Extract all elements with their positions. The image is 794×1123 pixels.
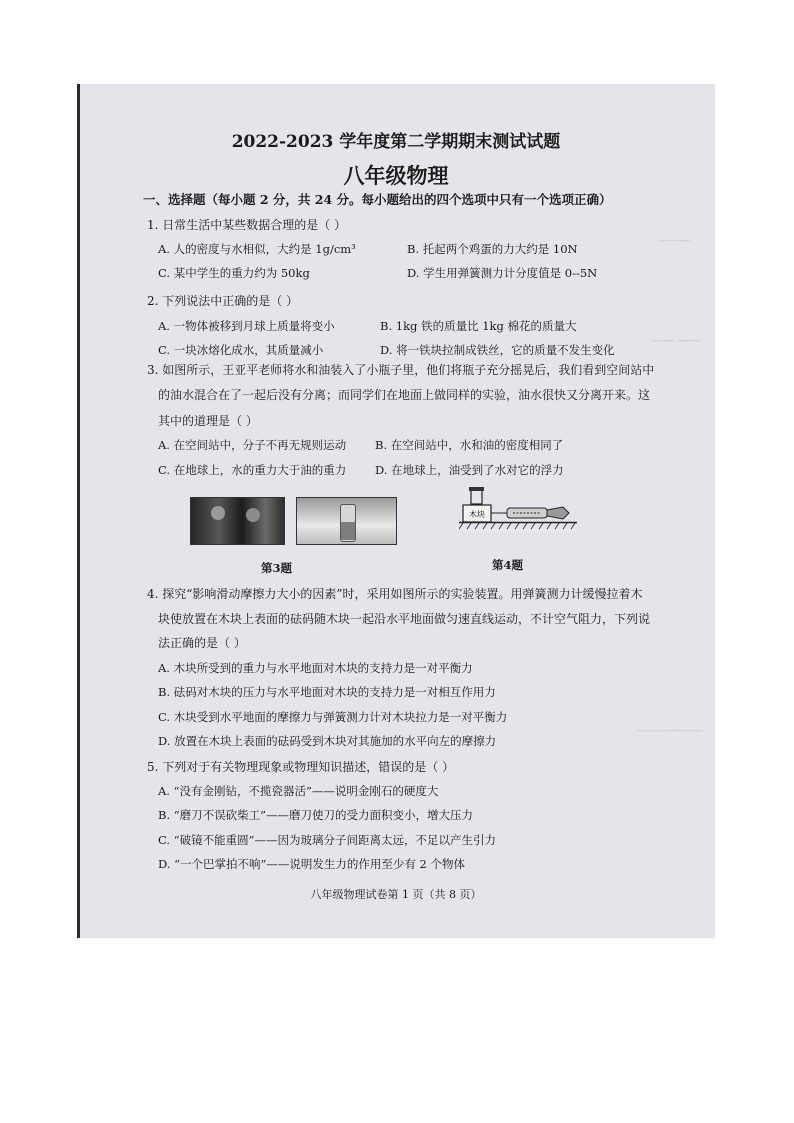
- section-heading: 一、选择题（每小题 2 分，共 24 分。每小题给出的四个选项中只有一个选项正确）: [143, 192, 612, 207]
- figure-4-diagram: [459, 484, 589, 540]
- q2-option-d: D. 将一铁块拉制成铁丝，它的质量不发生变化: [380, 343, 615, 357]
- ground-hatching: [459, 523, 575, 529]
- question-3-stem-line-2: 的油水混合在了一起后没有分离；而同学们在地面上做同样的实验，油水很快又分离开来。这: [158, 388, 651, 402]
- question-4-stem-line-2: 块使放置在木块上表面的砝码随木块一起沿水平地面做匀速直线运动，不计空气阻力，下列说: [158, 612, 651, 626]
- question-1-stem: 1. 日常生活中某些数据合理的是（ ）: [147, 218, 347, 232]
- q4-option-c: C. 木块受到水平地面的摩擦力与弹簧测力计对木块拉力是一对平衡力: [158, 710, 508, 724]
- figure-3-caption: 第3题: [261, 561, 293, 575]
- q1-option-a: A. 人的密度与水相似，大约是 1g/cm³: [158, 242, 356, 256]
- weight-block: [471, 490, 482, 504]
- bleed-through: —— ——: [652, 334, 700, 347]
- q4-option-b: B. 砝码对木块的压力与水平地面对木块的支持力是一对相互作用力: [158, 685, 496, 699]
- question-3-stem-line-3: 其中的道理是（ ）: [158, 414, 258, 428]
- figure-3-photo-astronauts: [190, 497, 285, 545]
- weight-top: [469, 487, 484, 491]
- question-4-stem-line-1: 4. 探究“影响滑动摩擦力大小的因素”时，采用如图所示的实验装置。用弹簧测力计缓慢拉着木: [147, 587, 643, 601]
- q5-option-b: B. “磨刀不误砍柴工”——磨刀使刀的受力面积变小，增大压力: [158, 808, 474, 822]
- q3-option-d: D. 在地球上，油受到了水对它的浮力: [375, 463, 564, 477]
- q5-option-c: C. “破镜不能重圆”——因为玻璃分子间距离太远，不足以产生引力: [158, 833, 496, 847]
- q2-option-c: C. 一块冰熔化成水，其质量减小: [158, 343, 324, 357]
- figure-4-caption: 第4题: [492, 558, 524, 572]
- page-footer: 八年级物理试卷第 1 页（共 8 页）: [310, 888, 482, 901]
- q4-option-a: A. 木块所受到的重力与水平地面对木块的支持力是一对平衡力: [158, 661, 473, 675]
- q4-option-d: D. 放置在木块上表面的砝码受到木块对其施加的水平向左的摩擦力: [158, 734, 497, 748]
- question-4-stem-line-3: 法正确的是（ ）: [158, 636, 246, 650]
- q3-option-c: C. 在地球上，水的重力大于油的重力: [158, 463, 347, 477]
- q5-option-d: D. “一个巴掌拍不响”——说明发生力的作用至少有 2 个物体: [158, 857, 466, 871]
- q2-option-a: A. 一物体被移到月球上质量将变小: [158, 319, 335, 333]
- exam-title: 2022-2023 学年度第二学期期末测试试题: [231, 132, 561, 152]
- exam-sheet: [77, 84, 715, 938]
- bleed-through: ——————: [637, 724, 703, 737]
- question-5-stem: 5. 下列对于有关物理现象或物理知识描述，错误的是（ ）: [147, 760, 455, 774]
- hand-shape: [547, 507, 569, 519]
- q5-option-a: A. “没有金刚钻，不揽瓷器活”——说明金刚石的硬度大: [158, 784, 439, 798]
- question-2-stem: 2. 下列说法中正确的是（ ）: [147, 294, 299, 308]
- exam-subtitle: 八年级物理: [343, 163, 449, 188]
- question-3-stem-line-1: 3. 如图所示，王亚平老师将水和油装入了小瓶子里，他们将瓶子充分摇晃后，我们看到空间站中: [147, 363, 655, 377]
- wooden-block-label: 木块: [469, 510, 485, 519]
- binding-edge: [77, 84, 80, 938]
- figure-3-photo-bottle: [296, 497, 397, 545]
- bleed-through: ———: [657, 234, 690, 247]
- q1-option-d: D. 学生用弹簧测力计分度值是 0--5N: [407, 266, 598, 280]
- q1-option-c: C. 某中学生的重力约为 50kg: [158, 266, 310, 280]
- q1-option-b: B. 托起两个鸡蛋的力大约是 10N: [407, 242, 578, 256]
- q3-option-b: B. 在空间站中，水和油的密度相同了: [375, 438, 564, 452]
- q3-option-a: A. 在空间站中，分子不再无规则运动: [158, 438, 347, 452]
- q2-option-b: B. 1kg 铁的质量比 1kg 棉花的质量大: [380, 319, 577, 333]
